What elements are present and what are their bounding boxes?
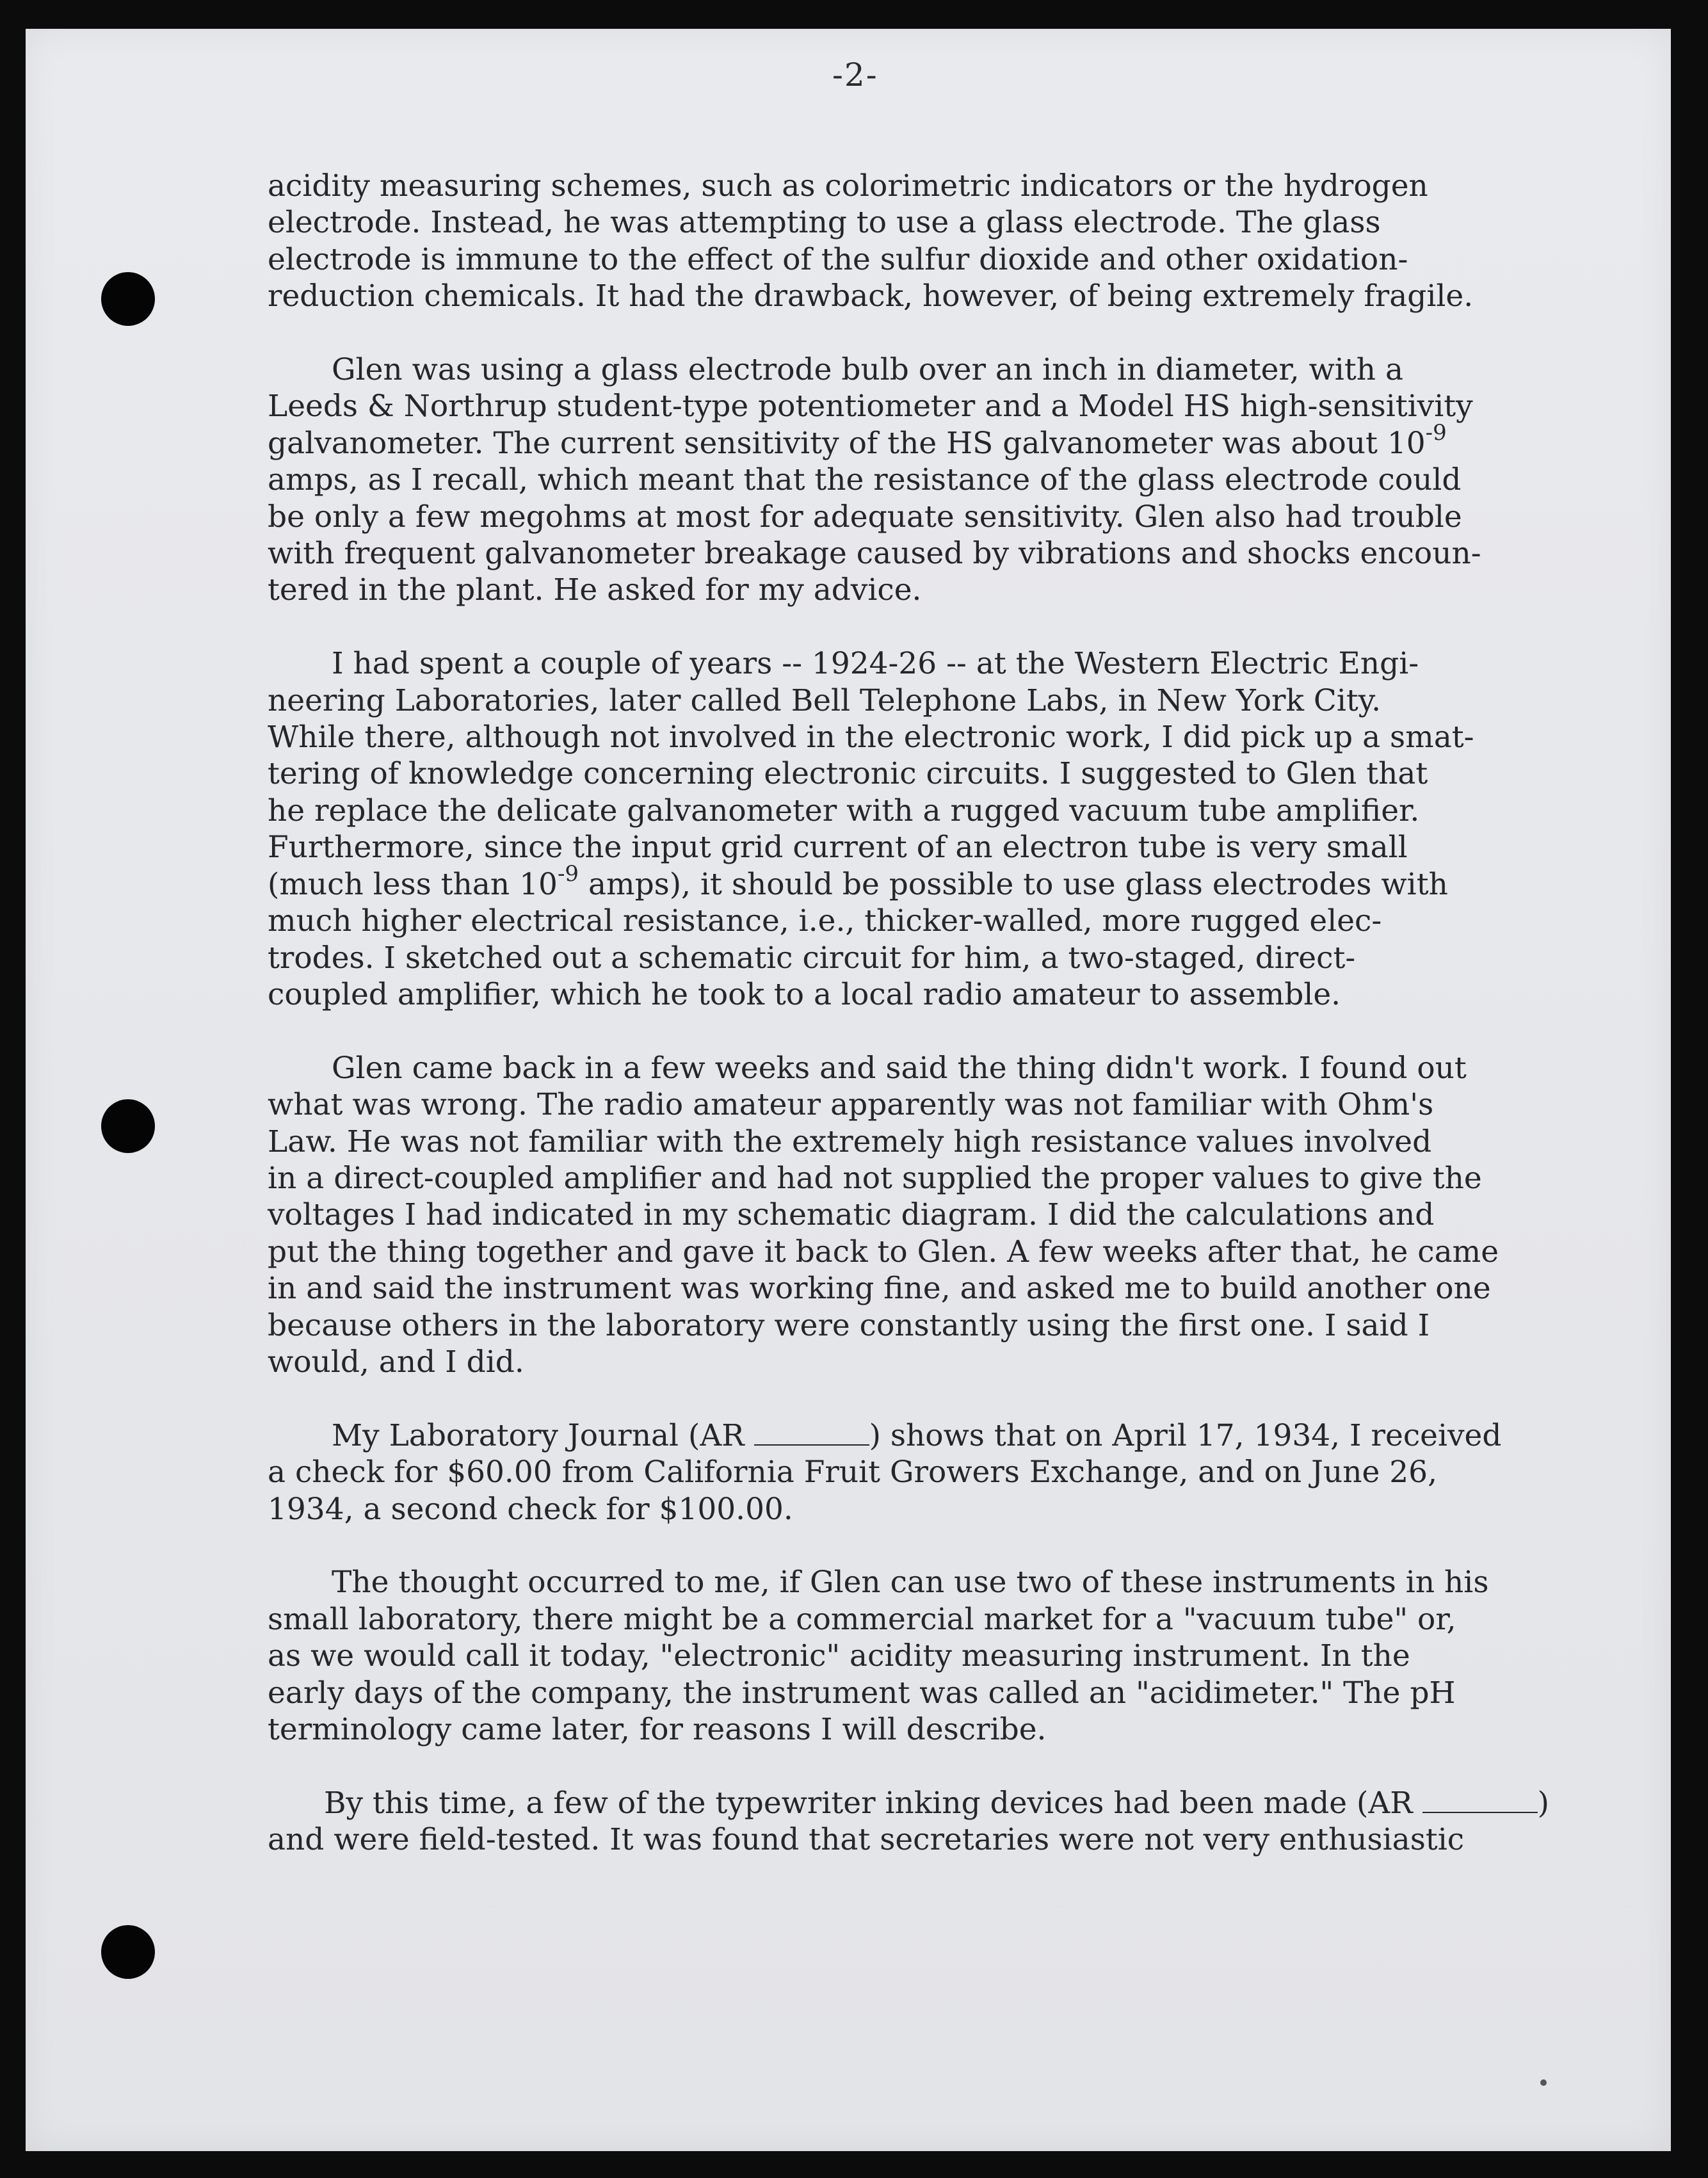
text-line: be only a few megohms at most for adequate sensitivity. Glen also had trouble [268,499,1462,535]
text-line: tering of knowledge concerning electronic circuits. I suggested to Glen that [268,756,1428,792]
text-line: acidity measuring schemes, such as colorimetric indicators or the hydrogen [268,168,1428,204]
text-line: tered in the plant. He asked for my advice. [268,572,922,608]
text-fragment: galvanometer. The current sensitivity of the HS galvanometer was about 10 [268,425,1426,461]
blank-reference-field [1422,1786,1538,1813]
text-line: with frequent galvanometer breakage caused by vibrations and shocks encoun- [268,536,1481,572]
paper-speck [1540,2079,1547,2086]
text-line: would, and I did. [268,1344,524,1380]
text-line: electrode. Instead, he was attempting to use a glass electrode. The glass [268,205,1381,241]
text-fragment: ) shows that on April 17, 1934, I received [869,1417,1502,1453]
text-line: as we would call it today, "electronic" acidity measuring instrument. In the [268,1638,1410,1674]
text-line: much higher electrical resistance, i.e., thicker-walled, more rugged elec- [268,903,1382,939]
page-number: -2- [832,56,878,93]
text-line: and were field-tested. It was found that secretaries were not very enthusiastic [268,1822,1465,1858]
text-line: terminology came later, for reasons I will describe. [268,1711,1047,1747]
text-line: put the thing together and gave it back to Glen. A few weeks after that, he came [268,1234,1499,1270]
text-line: he replace the delicate galvanometer with a rugged vacuum tube amplifier. [268,793,1420,828]
text-line: neering Laboratories, later called Bell Telephone Labs, in New York City. [268,682,1382,718]
text-fragment: ) [1537,1785,1549,1821]
text-line: amps, as I recall, which meant that the resistance of the glass electrode could [268,462,1462,498]
text-fragment: amps), it should be possible to use glass electrodes with [579,866,1448,902]
text-line: a check for $60.00 from California Fruit Growers Exchange, and on June 26, [268,1455,1438,1490]
text-line: in and said the instrument was working fine, and asked me to build another one [268,1271,1491,1307]
punch-hole-middle [101,1099,155,1153]
paragraph-2 [268,351,1599,609]
text-line: Glen came back in a few weeks and said the thing didn't work. I found out [332,1050,1467,1086]
text-line: coupled amplifier, which he took to a local radio amateur to assemble. [268,976,1341,1012]
text-line [268,1785,1599,1821]
text-line: voltages I had indicated in my schematic diagram. I did the calculations and [268,1197,1435,1233]
text-line: in a direct-coupled amplifier and had not supplied the proper values to give the [268,1160,1482,1196]
text-line: small laboratory, there might be a commercial market for a "vacuum tube" or, [268,1601,1456,1637]
exponent: -9 [557,861,579,887]
paragraph-7 [268,1785,1599,1859]
text-line: reduction chemicals. It had the drawback, however, of being extremely fragile. [268,278,1474,314]
text-fragment: My Laboratory Journal (AR [332,1417,754,1453]
text-fragment: (much less than 10 [268,866,558,902]
text-line: The thought occurred to me, if Glen can use two of these instruments in his [332,1565,1489,1601]
text-line: trodes. I sketched out a schematic circuit for him, a two-staged, direct- [268,940,1356,976]
paragraph-3 [268,645,1599,1013]
document-body [268,168,1599,1895]
paragraph-1 [268,168,1599,315]
text-line [268,861,1599,903]
text-line: Leeds & Northrup student-type potentiometer and a Model HS high-sensitivity [268,389,1473,424]
paragraph-5 [268,1417,1599,1528]
text-line: Glen was using a glass electrode bulb over an inch in diameter, with a [332,352,1403,388]
text-line: I had spent a couple of years -- 1924-26 -- at the Western Electric Engi- [332,646,1419,682]
blank-reference-field [754,1419,869,1446]
text-line: what was wrong. The radio amateur apparently was not familiar with Ohm's [268,1087,1434,1123]
text-line [268,1417,1599,1454]
text-line: early days of the company, the instrument was called an "acidimeter." The pH [268,1675,1456,1711]
text-line: electrode is immune to the effect of the sulfur dioxide and other oxidation- [268,241,1408,277]
text-line: Furthermore, since the input grid current of an electron tube is very small [268,830,1408,866]
punch-hole-top [101,272,155,326]
exponent: -9 [1425,420,1447,446]
punch-hole-bottom [101,1925,155,1979]
text-line [268,420,1599,462]
text-line: because others in the laboratory were constantly using the first one. I said I [268,1307,1430,1343]
paragraph-6 [268,1564,1599,1748]
text-line: 1934, a second check for $100.00. [268,1491,793,1527]
paragraph-4 [268,1050,1599,1381]
text-fragment: By this time, a few of the typewriter inking devices had been made (AR [324,1785,1422,1821]
text-line: While there, although not involved in the electronic work, I did pick up a smat- [268,720,1474,755]
text-line: Law. He was not familiar with the extremely high resistance values involved [268,1124,1432,1159]
